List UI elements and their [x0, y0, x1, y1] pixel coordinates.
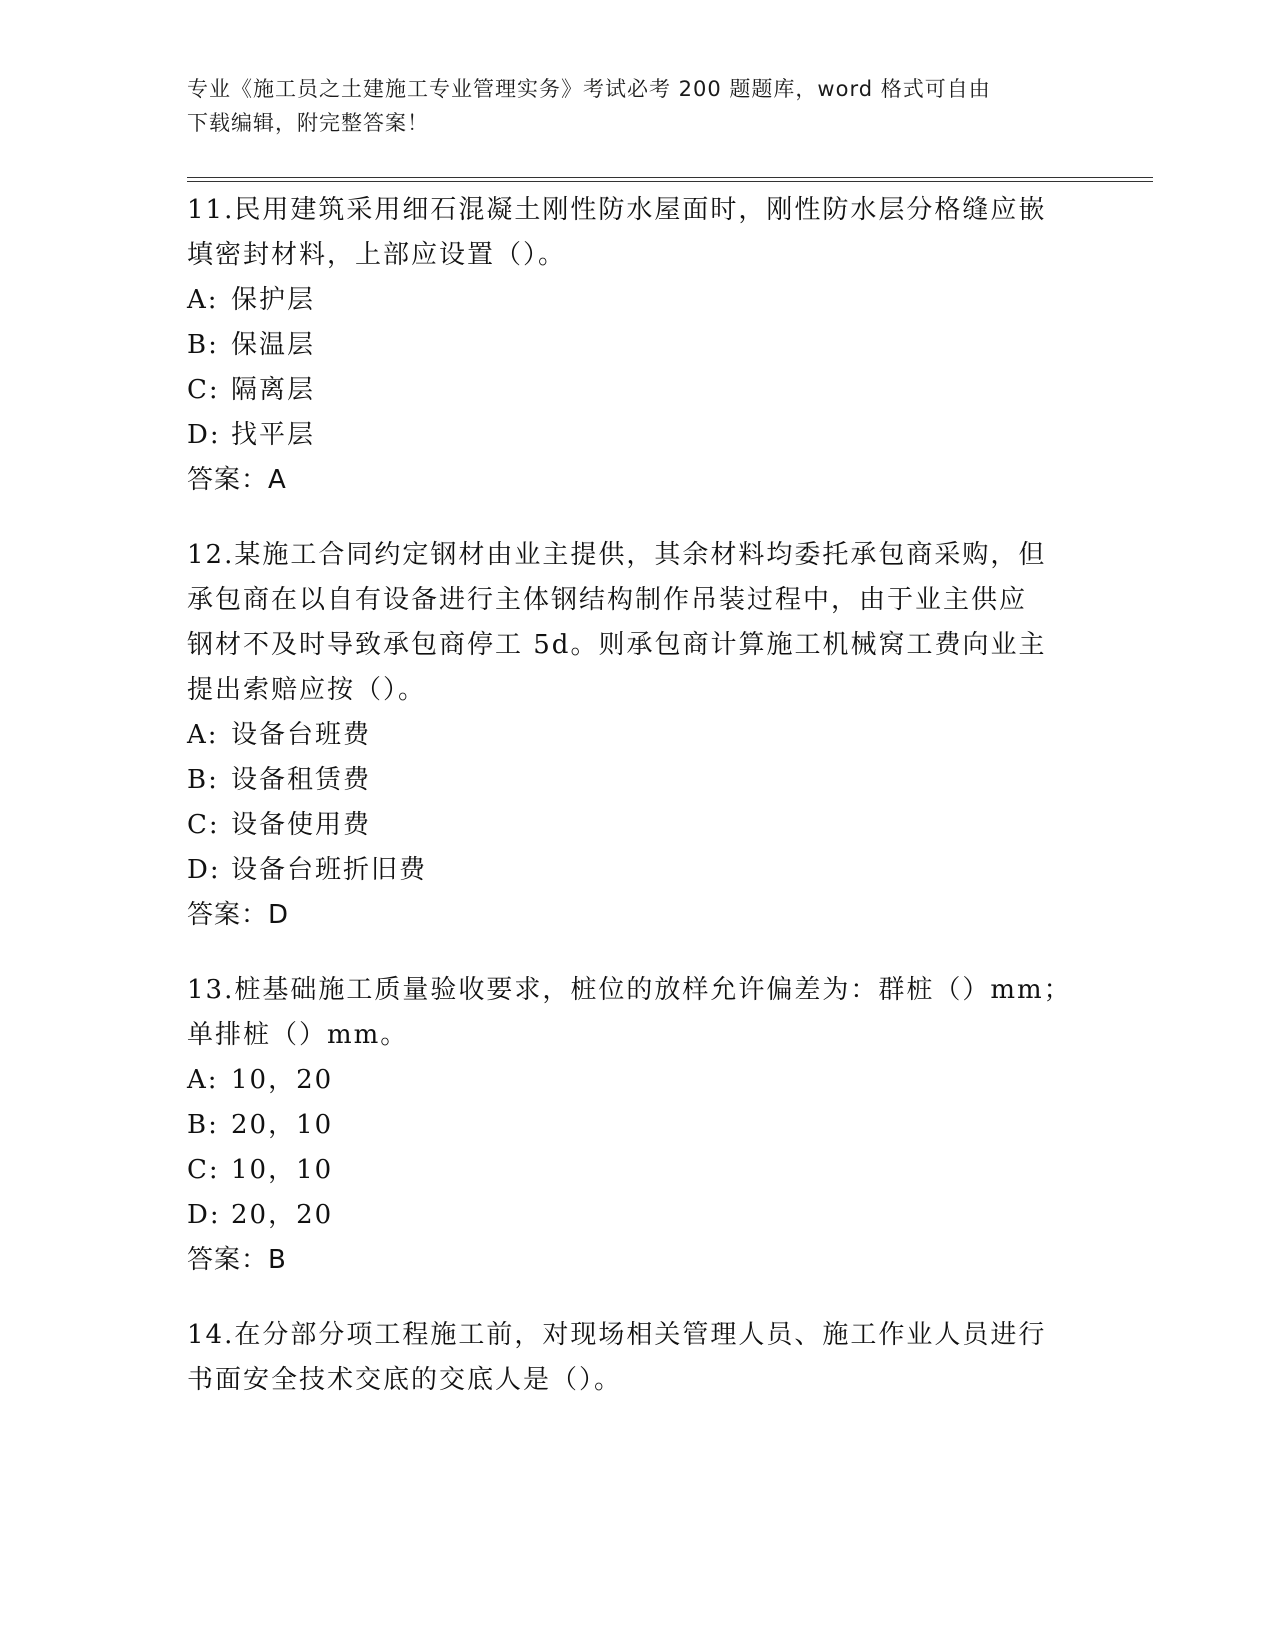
- header-line-1: 专业《施工员之土建施工专业管理实务》考试必考 200 题题库，word 格式可自由: [187, 77, 991, 101]
- answer-key: 答案：B: [187, 1245, 287, 1275]
- question-stem-line: 单排桩（）mm。: [187, 1020, 409, 1050]
- option-text: 设备台班费: [231, 720, 372, 750]
- answer-option: [187, 1058, 1087, 1103]
- option-text: 20，20: [231, 1200, 334, 1230]
- question-stem-line: 12.某施工合同约定钢材由业主提供，其余材料均委托承包商采购，但: [187, 540, 1047, 570]
- answer-option: [187, 278, 1087, 323]
- option-text: 保温层: [231, 330, 316, 360]
- option-letter: A:: [187, 720, 219, 750]
- option-text: 找平层: [231, 420, 316, 450]
- option-letter: A:: [187, 285, 219, 315]
- option-letter: D:: [187, 855, 221, 885]
- question-stem-line: 13.桩基础施工质量验收要求，桩位的放样允许偏差为：群桩（）mm；: [187, 975, 1072, 1005]
- question-stem-line: 钢材不及时导致承包商停工 5d。则承包商计算施工机械窝工费向业主: [187, 630, 1047, 660]
- question-block: [187, 1313, 1087, 1403]
- option-letter: B:: [187, 765, 219, 795]
- option-text: 保护层: [231, 285, 316, 315]
- question-stem-line: 提出索赔应按（）。: [187, 675, 427, 705]
- option-text: 设备台班折旧费: [231, 855, 428, 885]
- option-text: 10，20: [231, 1065, 334, 1095]
- option-letter: B:: [187, 1110, 219, 1140]
- question-block: [187, 968, 1087, 1283]
- option-text: 20，10: [231, 1110, 334, 1140]
- answer-option: [187, 1193, 1087, 1238]
- option-letter: D:: [187, 1200, 221, 1230]
- option-text: 设备租赁费: [231, 765, 372, 795]
- option-text: 设备使用费: [231, 810, 372, 840]
- answer-option: [187, 413, 1087, 458]
- header-line-2: 下载编辑，附完整答案！: [187, 111, 429, 135]
- answer-option: [187, 713, 1087, 758]
- answer-key: 答案：A: [187, 465, 287, 495]
- answer-option: [187, 1148, 1087, 1193]
- answer-option: [187, 758, 1087, 803]
- question-block: [187, 533, 1087, 938]
- question-stem-line: 承包商在以自有设备进行主体钢结构制作吊装过程中，由于业主供应: [187, 585, 1028, 615]
- answer-key: 答案：D: [187, 900, 290, 930]
- option-text: 10，10: [231, 1155, 334, 1185]
- option-letter: C:: [187, 810, 220, 840]
- question-list: [187, 188, 1087, 1433]
- question-stem-line: 14.在分部分项工程施工前，对现场相关管理人员、施工作业人员进行: [187, 1320, 1047, 1350]
- question-stem-line: 填密封材料，上部应设置（）。: [187, 240, 567, 270]
- question-stem-line: 书面安全技术交底的交底人是（）。: [187, 1365, 623, 1395]
- document-header: [187, 72, 1087, 140]
- header-divider-top: [187, 177, 1153, 178]
- option-letter: D:: [187, 420, 221, 450]
- answer-option: [187, 323, 1087, 368]
- question-stem-line: 11.民用建筑采用细石混凝土刚性防水屋面时，刚性防水层分格缝应嵌: [187, 195, 1047, 225]
- header-divider-bottom: [187, 181, 1153, 182]
- answer-option: [187, 848, 1087, 893]
- option-letter: C:: [187, 375, 220, 405]
- answer-option: [187, 1103, 1087, 1148]
- option-letter: A:: [187, 1065, 219, 1095]
- answer-option: [187, 803, 1087, 848]
- question-block: [187, 188, 1087, 503]
- option-letter: B:: [187, 330, 219, 360]
- answer-option: [187, 368, 1087, 413]
- option-letter: C:: [187, 1155, 220, 1185]
- option-text: 隔离层: [231, 375, 316, 405]
